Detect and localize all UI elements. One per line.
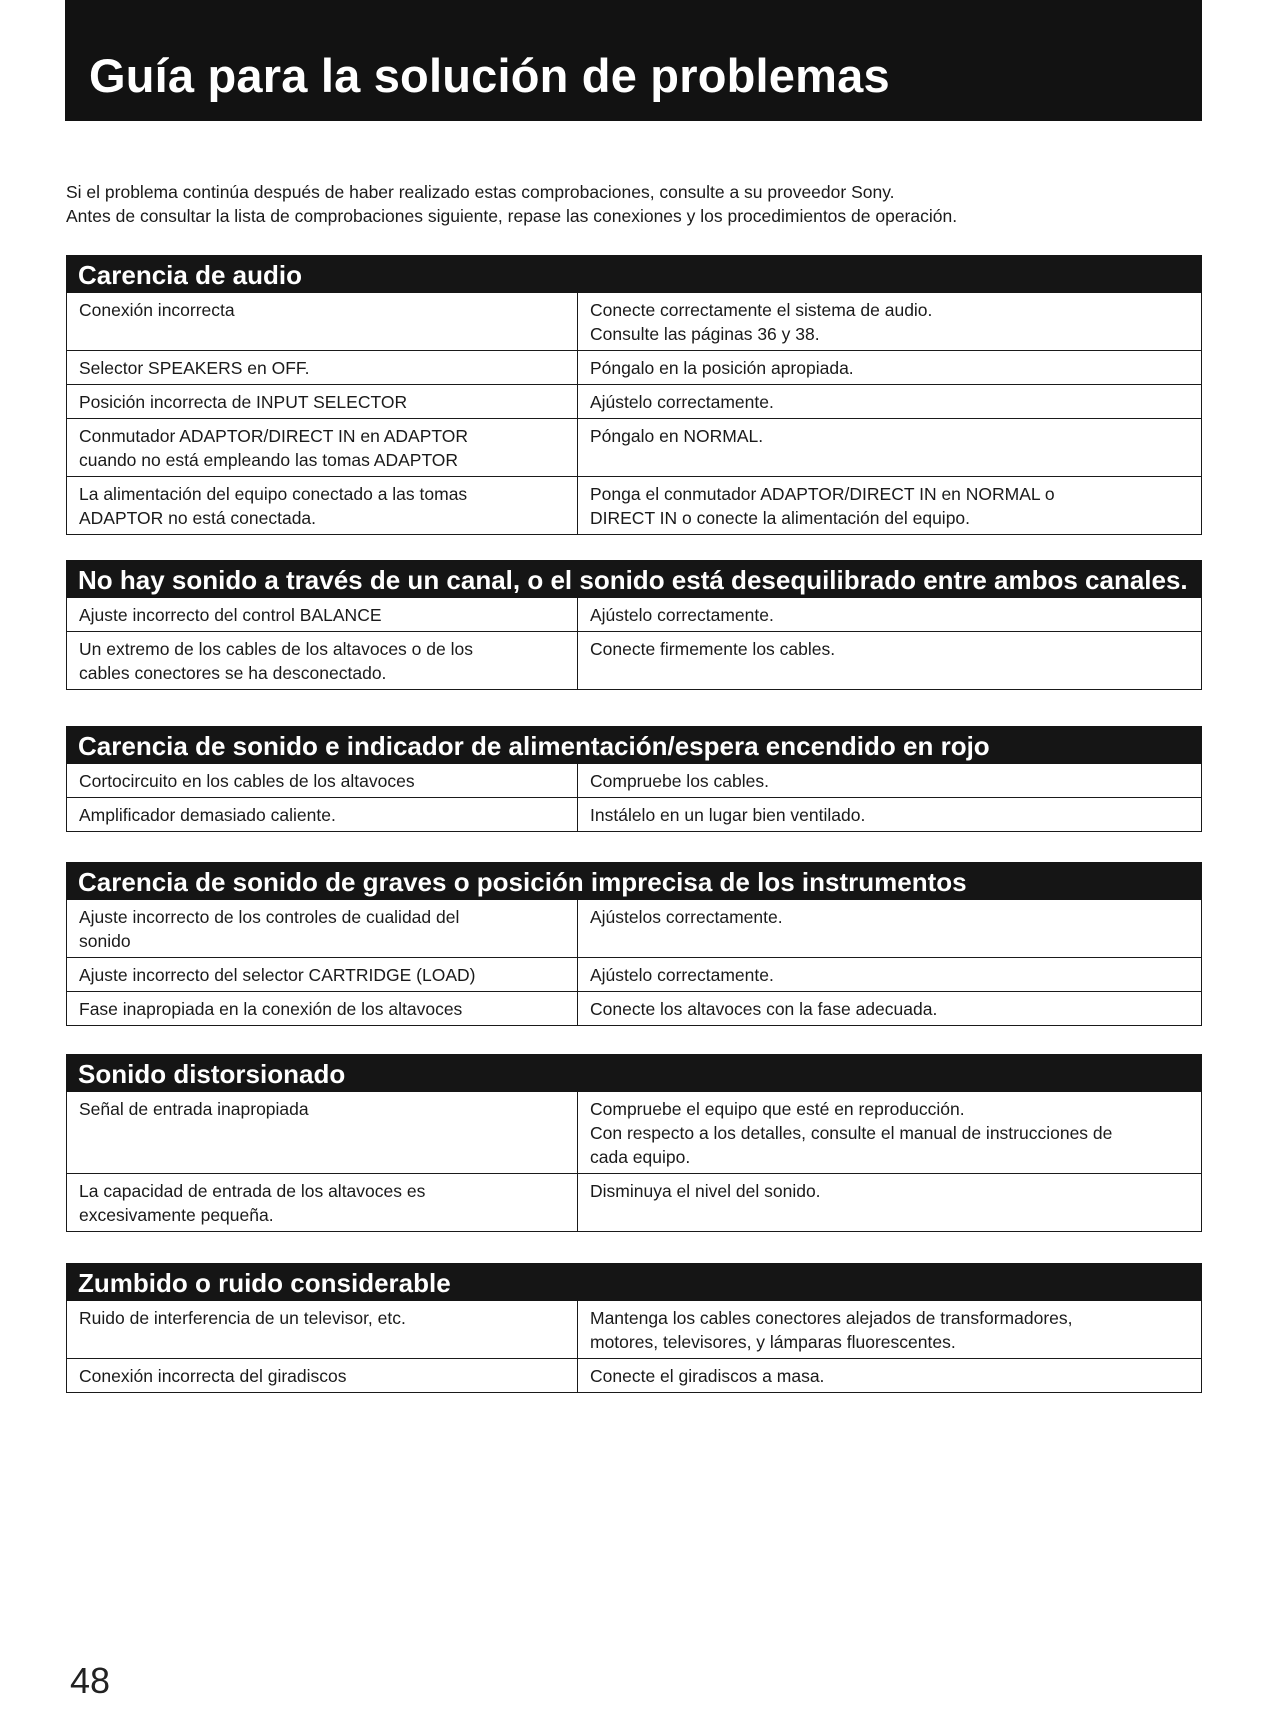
remedy-text: Disminuya el nivel del sonido. xyxy=(590,1181,821,1201)
remedy-text: Instálelo en un lugar bien ventilado. xyxy=(590,805,866,825)
trouble-table xyxy=(66,900,1202,1026)
table-row xyxy=(67,1174,1202,1232)
cause-cell xyxy=(67,477,578,535)
cause-text: excesivamente pequeña. xyxy=(79,1205,274,1225)
table-row xyxy=(67,900,1202,958)
remedy-text: Ajústelo correctamente. xyxy=(590,605,774,625)
remedy-text: Con respecto a los detalles, consulte el manual de instrucciones de xyxy=(590,1123,1113,1143)
cause-cell xyxy=(67,798,578,832)
remedy-cell xyxy=(578,477,1202,535)
cause-text: cables conectores se ha desconectado. xyxy=(79,663,387,683)
title-bar xyxy=(65,0,1202,121)
remedy-text: Consulte las páginas 36 y 38. xyxy=(590,324,820,344)
remedy-cell xyxy=(578,1301,1202,1359)
table-row xyxy=(67,385,1202,419)
cause-cell xyxy=(67,293,578,351)
remedy-text: motores, televisores, y lámparas fluorescentes. xyxy=(590,1332,956,1352)
remedy-cell xyxy=(578,764,1202,798)
cause-cell xyxy=(67,598,578,632)
cause-cell xyxy=(67,900,578,958)
remedy-cell xyxy=(578,1174,1202,1232)
remedy-cell xyxy=(578,900,1202,958)
cause-text: Conexión incorrecta xyxy=(79,300,235,320)
cause-text: Ruido de interferencia de un televisor, etc. xyxy=(79,1308,406,1328)
section-header: Carencia de sonido de graves o posición imprecisa de los instrumentos xyxy=(66,862,1202,900)
trouble-section xyxy=(66,1054,1202,1232)
remedy-cell xyxy=(578,1359,1202,1393)
remedy-cell xyxy=(578,293,1202,351)
section-header: Sonido distorsionado xyxy=(66,1054,1202,1092)
remedy-text: Ajústelo correctamente. xyxy=(590,392,774,412)
cause-cell xyxy=(67,632,578,690)
cause-cell xyxy=(67,1301,578,1359)
remedy-cell xyxy=(578,632,1202,690)
cause-text: Cortocircuito en los cables de los altavoces xyxy=(79,771,415,791)
remedy-text: Compruebe los cables. xyxy=(590,771,769,791)
page-number: 48 xyxy=(70,1660,111,1701)
table-row xyxy=(67,351,1202,385)
cause-text: Conexión incorrecta del giradiscos xyxy=(79,1366,347,1386)
remedy-text: Póngalo en la posición apropiada. xyxy=(590,358,854,378)
trouble-section xyxy=(66,255,1202,535)
cause-cell xyxy=(67,1174,578,1232)
remedy-text: Conecte correctamente el sistema de audio. xyxy=(590,300,933,320)
cause-cell xyxy=(67,992,578,1026)
cause-cell xyxy=(67,1359,578,1393)
table-row xyxy=(67,419,1202,477)
table-row xyxy=(67,958,1202,992)
remedy-text: cada equipo. xyxy=(590,1147,691,1167)
remedy-text: Ponga el conmutador ADAPTOR/DIRECT IN en NORMAL o xyxy=(590,484,1055,504)
cause-cell xyxy=(67,385,578,419)
section-header: Carencia de audio xyxy=(66,255,1202,293)
cause-text: Fase inapropiada en la conexión de los altavoces xyxy=(79,999,463,1019)
remedy-text: Ajústelo correctamente. xyxy=(590,965,774,985)
trouble-section xyxy=(66,862,1202,1026)
cause-text: Ajuste incorrecto de los controles de cualidad del xyxy=(79,907,460,927)
remedy-text: Conecte los altavoces con la fase adecuada. xyxy=(590,999,938,1019)
remedy-cell xyxy=(578,992,1202,1026)
remedy-text: Ajústelos correctamente. xyxy=(590,907,783,927)
remedy-cell xyxy=(578,958,1202,992)
cause-cell xyxy=(67,1092,578,1174)
intro-line: Si el problema continúa después de haber realizado estas comprobaciones, consulte a su proveedor Sony. xyxy=(66,182,895,202)
remedy-cell xyxy=(578,419,1202,477)
cause-cell xyxy=(67,958,578,992)
table-row xyxy=(67,598,1202,632)
intro-text xyxy=(66,180,1216,228)
cause-text: Señal de entrada inapropiada xyxy=(79,1099,309,1119)
table-row xyxy=(67,764,1202,798)
table-row xyxy=(67,798,1202,832)
cause-cell xyxy=(67,764,578,798)
remedy-cell xyxy=(578,385,1202,419)
cause-text: Ajuste incorrecto del control BALANCE xyxy=(79,605,382,625)
remedy-text: Conecte firmemente los cables. xyxy=(590,639,836,659)
page-title: Guía para la solución de problemas xyxy=(89,49,890,102)
table-row xyxy=(67,1301,1202,1359)
intro-line: Antes de consultar la lista de comprobaciones siguiente, repase las conexiones y los procedimientos de operación. xyxy=(66,206,958,226)
trouble-table xyxy=(66,598,1202,690)
table-row xyxy=(67,992,1202,1026)
remedy-text: Conecte el giradiscos a masa. xyxy=(590,1366,825,1386)
table-row xyxy=(67,293,1202,351)
remedy-text: Póngalo en NORMAL. xyxy=(590,426,764,446)
cause-text: sonido xyxy=(79,931,131,951)
remedy-text: DIRECT IN o conecte la alimentación del equipo. xyxy=(590,508,971,528)
remedy-text: Compruebe el equipo que esté en reproducción. xyxy=(590,1099,965,1119)
remedy-cell xyxy=(578,798,1202,832)
table-row xyxy=(67,477,1202,535)
remedy-cell xyxy=(578,1092,1202,1174)
cause-text: Amplificador demasiado caliente. xyxy=(79,805,336,825)
table-row xyxy=(67,632,1202,690)
trouble-table xyxy=(66,1092,1202,1232)
cause-cell xyxy=(67,351,578,385)
table-row xyxy=(67,1359,1202,1393)
cause-cell xyxy=(67,419,578,477)
table-row xyxy=(67,1092,1202,1174)
trouble-section xyxy=(66,1263,1202,1393)
cause-text: ADAPTOR no está conectada. xyxy=(79,508,317,528)
section-header: Carencia de sonido e indicador de alimentación/espera encendido en rojo xyxy=(66,726,1202,764)
trouble-section xyxy=(66,560,1202,690)
cause-text: La alimentación del equipo conectado a las tomas xyxy=(79,484,468,504)
cause-text: Selector SPEAKERS en OFF. xyxy=(79,358,310,378)
remedy-text: Mantenga los cables conectores alejados de transformadores, xyxy=(590,1308,1073,1328)
cause-text: La capacidad de entrada de los altavoces es xyxy=(79,1181,426,1201)
cause-text: Ajuste incorrecto del selector CARTRIDGE (LOAD) xyxy=(79,965,476,985)
remedy-cell xyxy=(578,598,1202,632)
cause-text: Conmutador ADAPTOR/DIRECT IN en ADAPTOR xyxy=(79,426,469,446)
trouble-table xyxy=(66,293,1202,535)
trouble-section xyxy=(66,726,1202,832)
trouble-table xyxy=(66,764,1202,832)
cause-text: cuando no está empleando las tomas ADAPTOR xyxy=(79,450,459,470)
cause-text: Posición incorrecta de INPUT SELECTOR xyxy=(79,392,408,412)
cause-text: Un extremo de los cables de los altavoces o de los xyxy=(79,639,473,659)
remedy-cell xyxy=(578,351,1202,385)
trouble-table xyxy=(66,1301,1202,1393)
section-header: No hay sonido a través de un canal, o el sonido está desequilibrado entre ambos canales. xyxy=(66,560,1202,598)
section-header: Zumbido o ruido considerable xyxy=(66,1263,1202,1301)
